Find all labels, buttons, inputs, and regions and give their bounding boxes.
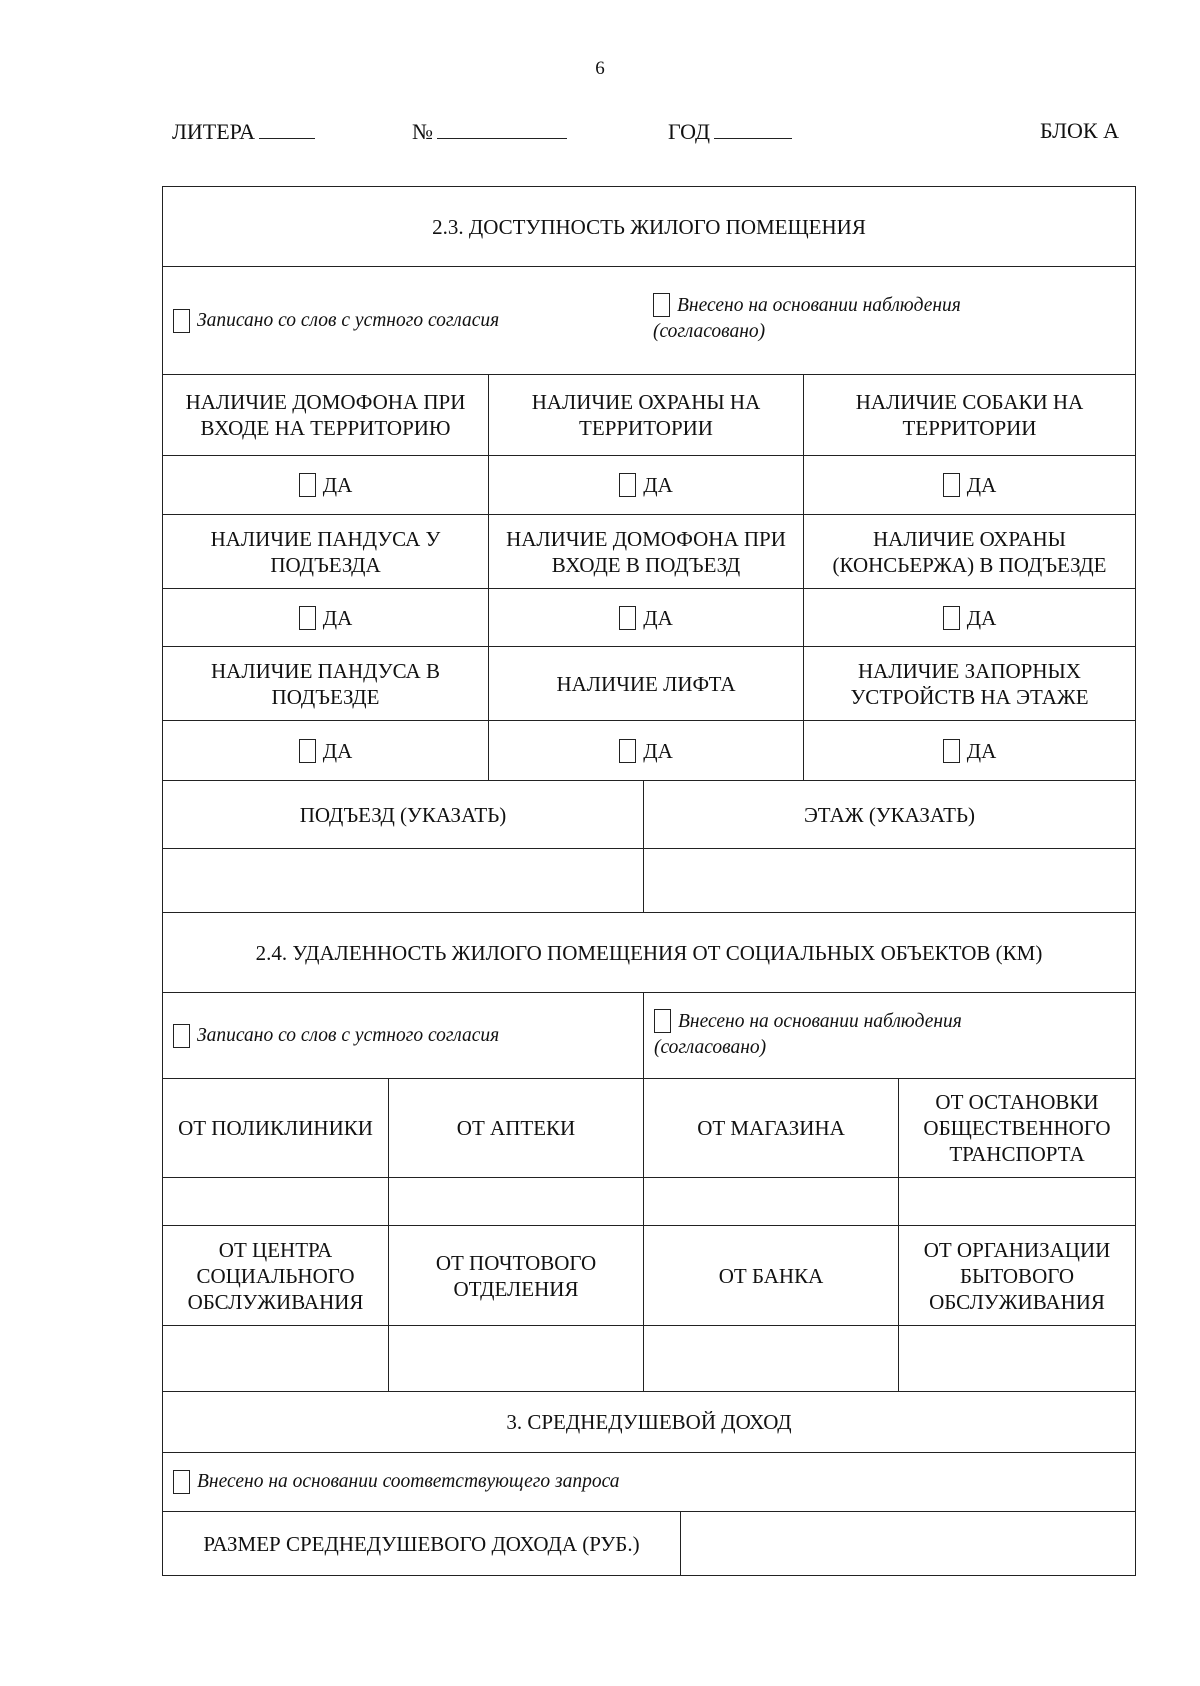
floor-input[interactable] xyxy=(644,849,1135,912)
litera-label: ЛИТЕРА xyxy=(172,119,255,144)
access-item-label: НАЛИЧИЕ ПАНДУСА У ПОДЪЕЗДА xyxy=(163,515,489,588)
checkbox[interactable] xyxy=(654,1009,671,1033)
section-title: 2.3. ДОСТУПНОСТЬ ЖИЛОГО ПОМЕЩЕНИЯ xyxy=(432,214,866,239)
checkbox[interactable] xyxy=(943,606,960,630)
year-field[interactable] xyxy=(668,118,792,145)
oral-consent-option[interactable] xyxy=(163,993,644,1078)
access-item-label: НАЛИЧИЕ ОХРАНЫ НА ТЕРРИТОРИИ xyxy=(489,375,804,455)
number-blank[interactable] xyxy=(437,118,567,139)
distance-object-label: ОТ ОРГАНИЗАЦИИ БЫТОВОГО ОБСЛУЖИВАНИЯ xyxy=(923,1237,1111,1314)
access-item-label: НАЛИЧИЕ ДОМОФОНА ПРИ ВХОДЕ НА ТЕРРИТОРИЮ xyxy=(163,375,489,455)
access-item-label: НАЛИЧИЕ ЗАПОРНЫХ УСТРОЙСТВ НА ЭТАЖЕ xyxy=(850,658,1089,709)
access-yes-row xyxy=(163,456,1135,515)
distance-object-label: ОТ ЦЕНТРА СОЦИАЛЬНОГО ОБСЛУЖИВАНИЯ xyxy=(163,1226,389,1325)
distance-input-row xyxy=(163,1326,1135,1392)
yes-option[interactable] xyxy=(804,456,1135,514)
observation-label: Внесено на основании наблюдения xyxy=(677,295,961,316)
access-item-label: НАЛИЧИЕ СОБАКИ НА ТЕРРИТОРИИ xyxy=(855,390,1084,440)
access-item-label: НАЛИЧИЕ ЛИФТА xyxy=(489,647,804,720)
checkbox[interactable] xyxy=(943,473,960,497)
section-title: 2.4. УДАЛЕННОСТЬ ЖИЛОГО ПОМЕЩЕНИЯ ОТ СОЦИАЛЬНЫХ ОБЪЕКТОВ (КМ) xyxy=(255,940,1043,965)
yes-label: ДА xyxy=(643,605,673,630)
distance-input[interactable] xyxy=(899,1178,1135,1225)
access-yes-row xyxy=(163,589,1135,647)
distance-input-row xyxy=(163,1178,1135,1226)
income-label: РАЗМЕР СРЕДНЕДУШЕВОГО ДОХОДА (РУБ.) xyxy=(163,1512,681,1575)
distance-input[interactable] xyxy=(389,1178,644,1225)
distance-object-label: ОТ МАГАЗИНА xyxy=(644,1079,899,1177)
entrance-floor-header-row xyxy=(163,781,1135,849)
checkbox[interactable] xyxy=(299,606,316,630)
litera-field[interactable] xyxy=(172,118,315,145)
distance-header-row xyxy=(163,1226,1135,1326)
distance-header-row xyxy=(163,1079,1135,1178)
section-3-title-row xyxy=(163,1392,1135,1453)
access-item-label: НАЛИЧИЕ ПАНДУСА В ПОДЪЕЗДЕ xyxy=(163,647,489,720)
observation-option[interactable] xyxy=(643,267,1135,374)
yes-label: ДА xyxy=(643,473,673,497)
oral-consent-label: Записано со слов с устного согласия xyxy=(197,1024,500,1046)
request-option[interactable] xyxy=(163,1453,1135,1511)
number-field[interactable] xyxy=(412,118,567,145)
checkbox[interactable] xyxy=(619,473,636,497)
oral-consent-option[interactable] xyxy=(163,267,643,374)
checkbox[interactable] xyxy=(943,739,960,763)
observation-label-note: (согласовано) xyxy=(654,1037,767,1058)
oral-consent-label: Записано со слов с устного согласия xyxy=(197,309,500,331)
yes-label: ДА xyxy=(322,473,353,497)
yes-option[interactable] xyxy=(489,456,804,514)
access-header-row xyxy=(163,375,1135,456)
entrance-input[interactable] xyxy=(163,849,644,912)
year-label: ГОД xyxy=(668,119,710,144)
checkbox[interactable] xyxy=(653,293,670,317)
access-item-label: НАЛИЧИЕ ДОМОФОНА ПРИ ВХОДЕ В ПОДЪЕЗД xyxy=(489,515,804,588)
checkbox[interactable] xyxy=(173,1024,190,1048)
yes-label: ДА xyxy=(966,738,997,763)
access-header-row xyxy=(163,647,1135,721)
number-label: № xyxy=(412,119,433,144)
checkbox[interactable] xyxy=(299,739,316,763)
section-2-3-title-row xyxy=(163,187,1135,267)
page-number: 6 xyxy=(595,58,605,79)
observation-option[interactable] xyxy=(644,993,1135,1078)
distance-object-label: ОТ ОСТАНОВКИ ОБЩЕСТВЕННОГО ТРАНСПОРТА xyxy=(923,1090,1111,1166)
yes-label: ДА xyxy=(322,738,353,763)
distance-input[interactable] xyxy=(644,1326,899,1391)
yes-option[interactable] xyxy=(163,456,489,514)
distance-input[interactable] xyxy=(644,1178,899,1225)
entrance-floor-input-row xyxy=(163,849,1135,913)
yes-option[interactable] xyxy=(804,721,1135,780)
access-item-label: НАЛИЧИЕ ОХРАНЫ (КОНСЬЕРЖА) В ПОДЪЕЗДЕ xyxy=(832,526,1107,577)
checkbox[interactable] xyxy=(299,473,316,497)
access-yes-row xyxy=(163,721,1135,781)
section-3-source-row xyxy=(163,1453,1135,1512)
checkbox[interactable] xyxy=(173,309,190,333)
access-header-row xyxy=(163,515,1135,589)
section-2-4-source-row xyxy=(163,993,1135,1079)
block-label: БЛОК А xyxy=(1040,118,1119,143)
distance-object-label: ОТ ПОЛИКЛИНИКИ xyxy=(163,1079,389,1177)
checkbox[interactable] xyxy=(173,1470,190,1494)
yes-option[interactable] xyxy=(163,589,489,646)
checkbox[interactable] xyxy=(619,606,636,630)
yes-label: ДА xyxy=(966,605,997,630)
yes-option[interactable] xyxy=(489,721,804,780)
checkbox[interactable] xyxy=(619,739,636,763)
request-label: Внесено на основании соответствующего запроса xyxy=(197,1471,620,1492)
distance-object-label: ОТ АПТЕКИ xyxy=(389,1079,644,1177)
litera-blank[interactable] xyxy=(259,118,315,139)
yes-option[interactable] xyxy=(804,589,1135,646)
distance-input[interactable] xyxy=(163,1178,389,1225)
distance-input[interactable] xyxy=(163,1326,389,1391)
section-title: 3. СРЕДНЕДУШЕВОЙ ДОХОД xyxy=(506,1410,792,1434)
yes-label: ДА xyxy=(643,738,673,763)
section-2-4-title-row xyxy=(163,913,1135,993)
distance-object-label: ОТ ПОЧТОВОГО ОТДЕЛЕНИЯ xyxy=(389,1226,644,1325)
distance-object-label: ОТ БАНКА xyxy=(644,1226,899,1325)
observation-label-note: (согласовано) xyxy=(653,321,766,342)
yes-option[interactable] xyxy=(489,589,804,646)
income-row xyxy=(163,1512,1135,1576)
form-table xyxy=(162,186,1136,1576)
year-blank[interactable] xyxy=(714,118,792,139)
yes-option[interactable] xyxy=(163,721,489,780)
observation-label: Внесено на основании наблюдения xyxy=(678,1011,962,1032)
floor-label: ЭТАЖ (УКАЗАТЬ) xyxy=(803,802,976,827)
entrance-label: ПОДЪЕЗД (УКАЗАТЬ) xyxy=(163,781,644,848)
income-input[interactable] xyxy=(681,1512,1135,1575)
yes-label: ДА xyxy=(966,473,997,497)
yes-label: ДА xyxy=(322,605,353,630)
distance-input[interactable] xyxy=(389,1326,644,1391)
section-2-3-source-row xyxy=(163,267,1135,375)
distance-input[interactable] xyxy=(899,1326,1135,1391)
